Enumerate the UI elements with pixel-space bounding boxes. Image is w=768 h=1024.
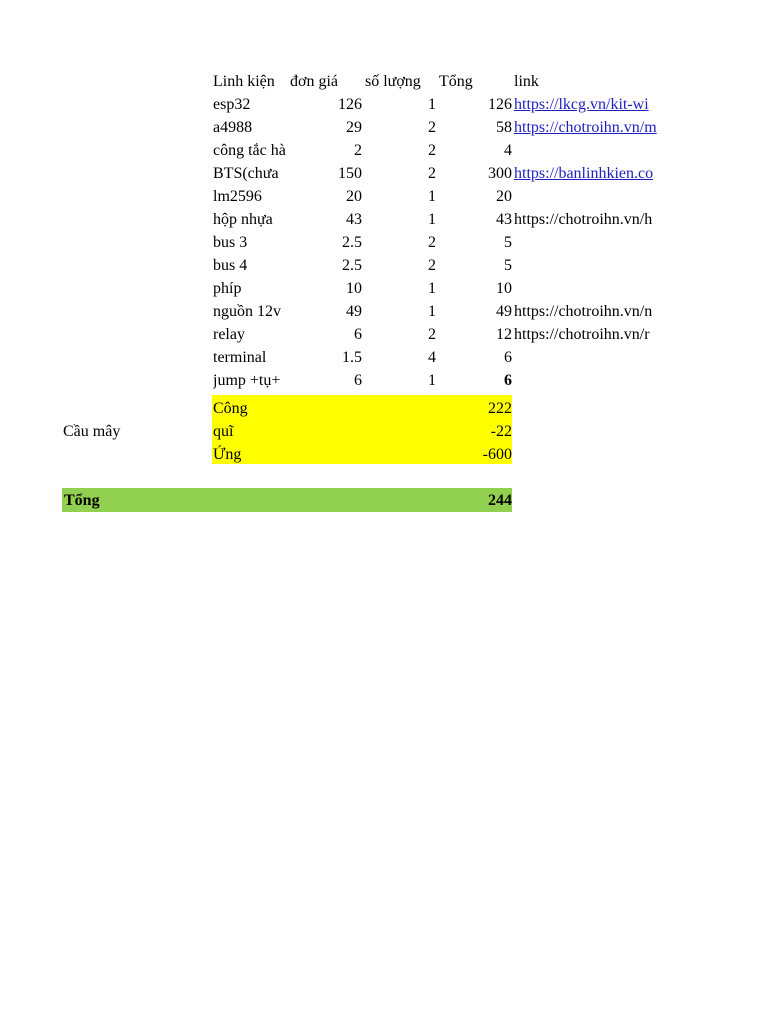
row-total: 6 <box>504 372 512 389</box>
row-component-name: terminal <box>213 349 267 366</box>
row-link[interactable]: https://banlinhkien.co <box>514 165 654 182</box>
row-component-name: bus 3 <box>213 234 248 251</box>
row-unit-price: 49 <box>346 303 362 320</box>
row-quantity: 1 <box>428 303 436 320</box>
row-link[interactable]: https://chotroihn.vn/n <box>514 303 653 320</box>
summary-value-quy: -22 <box>490 423 512 440</box>
row-unit-price: 150 <box>338 165 362 182</box>
row-link[interactable]: https://lkcg.vn/kit-wi <box>514 96 649 113</box>
row-unit-price: 20 <box>346 188 362 205</box>
row-component-name: công tắc hà <box>213 142 286 159</box>
row-unit-price: 29 <box>346 119 362 136</box>
row-total: 12 <box>496 326 512 343</box>
row-unit-price: 2 <box>354 142 362 159</box>
row-link[interactable]: https://chotroihn.vn/h <box>514 211 653 228</box>
row-unit-price: 6 <box>354 326 362 343</box>
row-unit-price: 126 <box>338 96 362 113</box>
grand-total-label: Tổng <box>64 492 100 509</box>
row-unit-price: 1.5 <box>342 349 362 366</box>
row-total: 58 <box>496 119 512 136</box>
grand-total-value: 244 <box>488 492 512 509</box>
row-total: 5 <box>504 234 512 251</box>
row-quantity: 1 <box>428 372 436 389</box>
row-quantity: 1 <box>428 188 436 205</box>
row-link[interactable]: https://chotroihn.vn/m <box>514 119 657 136</box>
row-component-name: esp32 <box>213 96 251 113</box>
row-component-name: lm2596 <box>213 188 262 205</box>
row-quantity: 1 <box>428 96 436 113</box>
row-quantity: 2 <box>428 119 436 136</box>
row-component-name: hộp nhựa <box>213 211 273 228</box>
header-component: Linh kiện <box>213 73 275 90</box>
row-component-name: bus 4 <box>213 257 248 274</box>
row-quantity: 1 <box>428 211 436 228</box>
row-total: 6 <box>504 349 512 366</box>
row-total: 49 <box>496 303 512 320</box>
summary-value-ung: -600 <box>482 446 512 463</box>
group-label: Cầu mây <box>63 423 121 440</box>
row-unit-price: 10 <box>346 280 362 297</box>
row-quantity: 2 <box>428 234 436 251</box>
row-total: 43 <box>496 211 512 228</box>
summary-value-cong: 222 <box>488 400 512 417</box>
row-total: 5 <box>504 257 512 274</box>
row-unit-price: 6 <box>354 372 362 389</box>
row-component-name: phíp <box>213 280 242 297</box>
header-unit-price: đơn giá <box>290 73 339 90</box>
row-component-name: nguồn 12v <box>213 303 281 320</box>
row-component-name: relay <box>213 326 245 343</box>
row-component-name: BTS(chưa <box>213 165 279 182</box>
row-component-name: jump +tụ+ <box>213 372 281 389</box>
row-quantity: 2 <box>428 257 436 274</box>
row-total: 10 <box>496 280 512 297</box>
header-link: link <box>514 73 539 90</box>
row-quantity: 2 <box>428 326 436 343</box>
summary-label-quy: quĩ <box>213 423 234 440</box>
row-unit-price: 2.5 <box>342 257 362 274</box>
row-quantity: 4 <box>428 349 436 366</box>
row-total: 20 <box>496 188 512 205</box>
row-quantity: 1 <box>428 280 436 297</box>
header-quantity: số lượng <box>365 73 421 90</box>
summary-label-cong: Công <box>213 400 248 417</box>
row-total: 300 <box>488 165 512 182</box>
row-component-name: a4988 <box>213 119 253 136</box>
row-link[interactable]: https://chotroihn.vn/r <box>514 326 650 343</box>
row-total: 126 <box>488 96 512 113</box>
row-unit-price: 43 <box>346 211 362 228</box>
row-quantity: 2 <box>428 165 436 182</box>
header-total: Tổng <box>439 73 473 90</box>
row-quantity: 2 <box>428 142 436 159</box>
row-total: 4 <box>504 142 512 159</box>
summary-label-ung: Ứng <box>213 446 242 463</box>
row-unit-price: 2.5 <box>342 234 362 251</box>
